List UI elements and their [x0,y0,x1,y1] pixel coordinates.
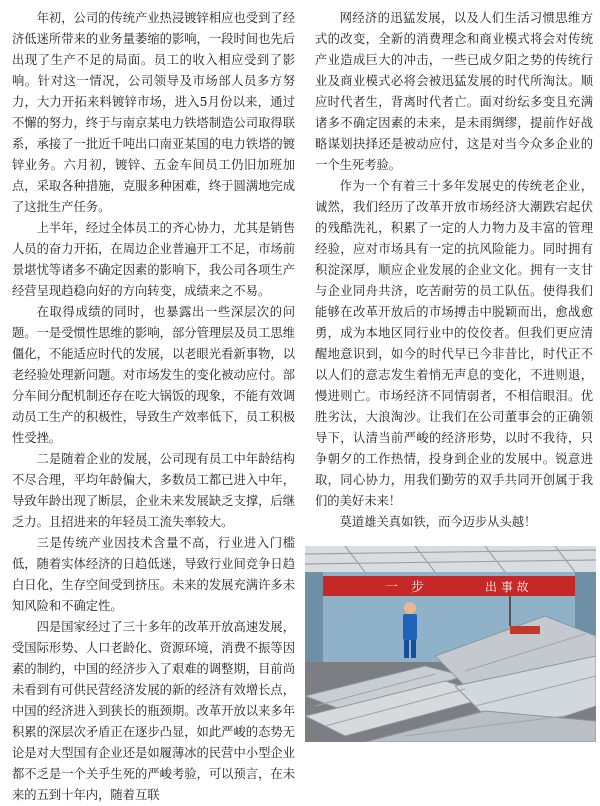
red-rack [510,626,540,634]
paragraph: 年初，公司的传统产业热浸镀锌相应也受到了经济低迷所带来的业务量萎缩的影响，一段时间也先后出现了生产不足的局面。员工的收入相应受到了影响。针对这一情况，公司领导及市场部人员多方努力，大力开拓来料镀锌市场，进入5月份以来，通过不懈的努力，终于与南京某电力铁塔制造公司取得联系，承接了一批近千吨出口南亚某国的电力铁塔的镀锌业务。六月初，镀锌、五金车间员工仍旧加班加点，采取各种措施，克服多种困难，终于圆满地完成了这批生产任务。 [12,11,295,214]
closing-line: 莫道雄关真如铁，而今迈步从头越！ [339,515,537,529]
paragraph: 作为一个有着三十多年发展史的传统老企业，诚然，我们经历了改革开放市场经济大潮跌宕起伏的残酷洗礼，积累了一定的人力物力及丰富的管理经验，应对市场具有一定的抗风险能力。同时拥有积淀深厚，顺应企业发展的企业文化。拥有一支甘与企业同舟共济，吃苦耐劳的员工队伍。使得我们能够在改革开放后的市场搏击中脱颖而出，愈战愈勇，成为本地区同行业中的佼佼者。但我们更应清醒地意识到，如今的时代早已今非昔比，时代正不以人们的意志发生着悄无声息的变化，不进则退，慢进则亡。市场经济不同情弱者，不相信眼泪。优胜劣汰，大浪淘沙。让我们在公司董事会的正确领导下，认清当前严峻的经济形势，以时不我待，只争朝夕的工作热情，投身到企业的发展中。锐意进取，同心协力，用我们勤劳的双手共同开创属于我们的美好未来！ [315,179,593,508]
paragraph: 四是国家经过了三十多年的改革开放高速发展，受国际形势、人口老龄化、资源环境，消费不振等因素的制约，中国的经济步入了艰难的调整期，目前尚未看到有可供民营经济发展的新的经济有效增长点，中国的经济进入到狭长的瓶颈期。改革开放以来多年积累的深层次矛盾正在逐步凸显，如此严峻的态势无论是对大型国有企业还是如履薄冰的民营中小型企业都不乏是一个关乎生死的严峻考验，可以预言，在未来的五到十年内，随着互联 [12,620,295,802]
paragraph: 三是传统产业因技术含量不高，行业进入门槛低，随着实体经济的日趋低迷，导致行业间竞争日趋白日化，生存空间受到挤压。未来的发展充满许多未知风险和不确定性。 [12,536,295,613]
left-column [12,8,295,806]
factory-scene [305,546,596,742]
safety-banner [323,576,575,596]
paragraph: 上半年，经过全体员工的齐心协力，尤其是销售人员的奋力开拓，在周边企业普遍开工不足，市场前景堪忧等诸多不确定因素的影响下，我公司各项生产经营呈现趋稳向好的方向转变，成绩来之不易。 [12,221,295,298]
right-column [315,8,593,574]
banner-text-right: 出 事 故 [485,580,529,594]
banner-text: 一 步 [385,580,425,595]
paragraph: 网经济的迅猛发展，以及人们生活习惯思维方式的改变，全新的消费理念和商业模式将会对传统产业造成巨大的冲击，一些已成夕阳之势的传统行业及商业模式必将会被迅猛发展的时代所淘汰。顺应时代者生，背离时代者亡。面对纷纭多变且充满诸多不确定因素的未来，是未雨绸缪，提前作好战略谋划抉择还是被动应付，这是对当今众多企业的一个生死考验。 [315,11,593,172]
column [305,572,323,662]
paragraph: 二是随着企业的发展，公司现有员工中年龄结构不尽合理，平均年龄偏大，多数员工都已进入中年，导致年龄出现了断层，企业未来发展缺乏支撑，后继乏力。且招进来的年轻员工流失率较大。 [12,452,295,529]
factory-photo [305,546,596,742]
paragraph: 在取得成绩的同时，也暴露出一些深层次的问题。一是受惯性思维的影响，部分管理层及员工思维僵化，不能适应时代的发展，以老眼光看新事物，以老经验处理新问题。对市场发生的变化被动应付。部分车间分配机制还存在吃大锅饭的现象，不能有效调动员工生产的积极性，导致生产效率低下，员工积极性受挫。 [12,305,295,445]
